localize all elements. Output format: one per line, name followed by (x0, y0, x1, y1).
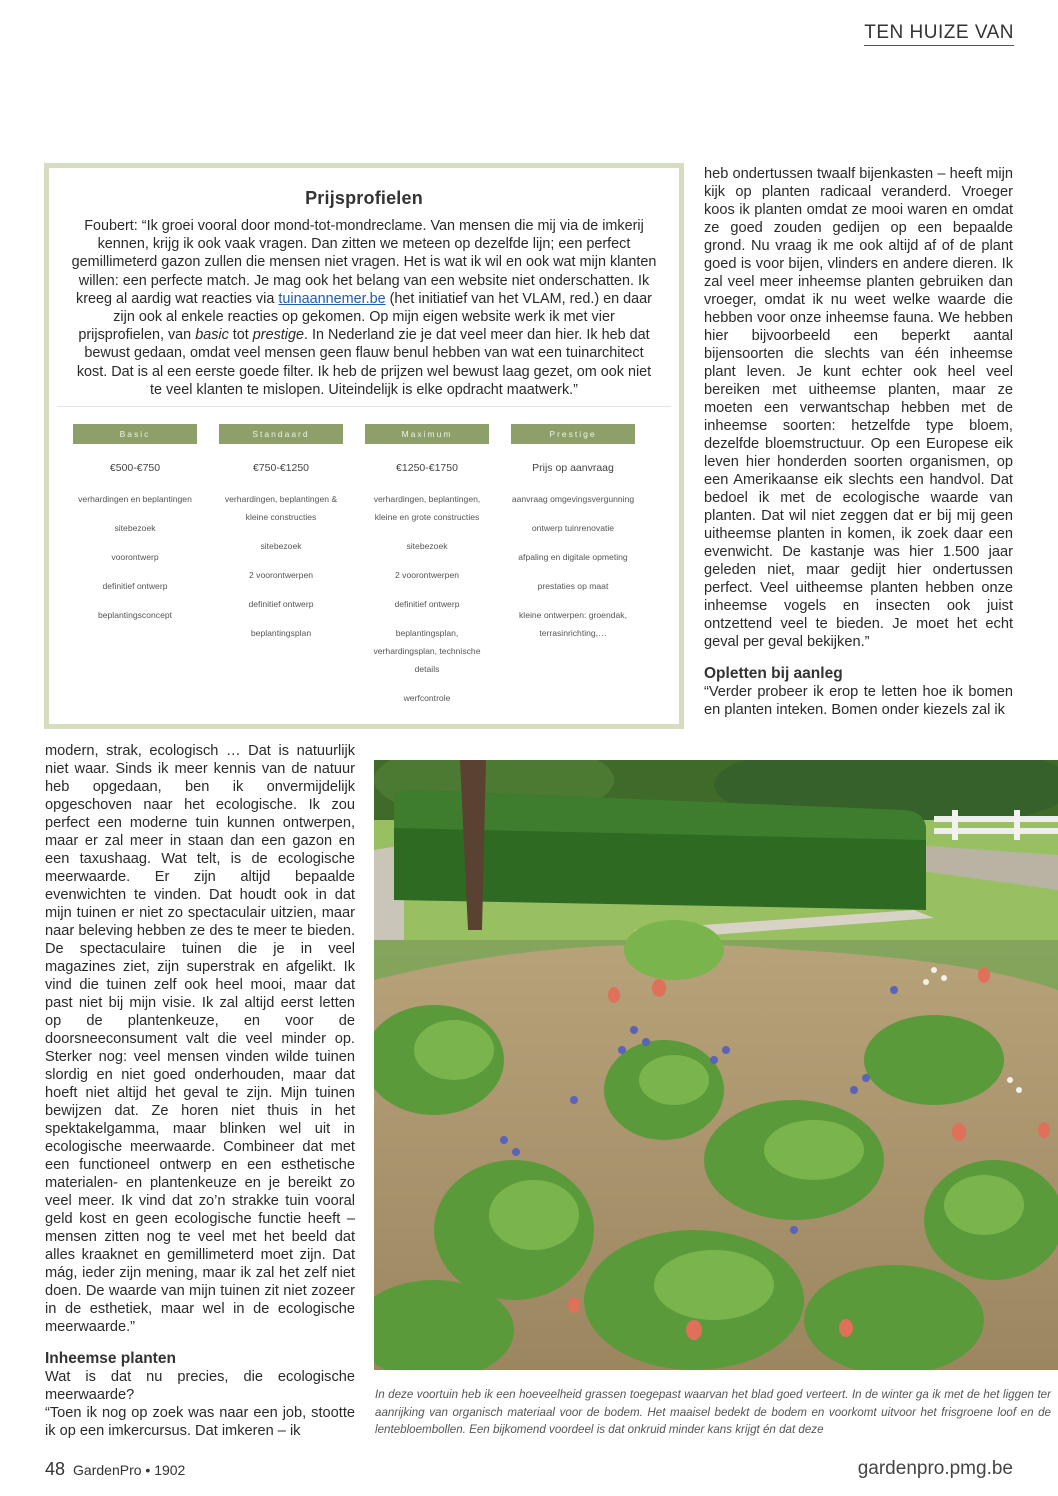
plan-price: €750-€1250 (252, 462, 310, 474)
page-number: 48 (45, 1459, 66, 1479)
price-box-intro (69, 217, 659, 399)
intro-text-4: . In Nederland zie je dat veel meer dan hier. Ik heb dat bewust gedaan, omdat veel mensen geen flauw benul hebben van wat een tuinarchitect kost. Dat is al een eerste goede filter. Ik heb de prijzen wel bewust laag gezet, om ook niet te veel klanten te mislopen. Uiteindelijk is elke opdracht maatwerk.” (76, 327, 652, 398)
subheading: Inheemse planten (45, 1350, 176, 1367)
plan-feature: voorontwerp (111, 552, 159, 562)
plan-feature: sitebezoek (114, 523, 156, 533)
plan-feature: beplantingsplan (250, 628, 312, 638)
photo-caption: In deze voortuin heb ik een hoeveelheid grassen toegepast waarvan het blad goed verteert. In de winter ga ik met de het liggen ter aanrijking van organisch materiaal voor de bodem. Het maaisel bedekt de bodem en voorkomt uitvoor het frisgroene loof en de lentebloembollen. Een bijkomend voordeel is dat onkruid minder kans krijgt én dat deze (375, 1388, 1051, 1436)
plan-price: €1250-€1750 (396, 462, 458, 474)
intro-text-2: (het initiatief van het VLAM, red.) en daar zijn ook al enkele reacties op gekomen. Op mijn eigen website werk ik met vier prijsprofielen, van (78, 290, 652, 344)
plan-feature: 2 voorontwerpen (248, 570, 314, 580)
plan-feature: definitief ontwerp (394, 599, 460, 609)
plan-feature: verhardingen en beplantingen (78, 494, 192, 504)
plan-feature: prestaties op maat (537, 581, 609, 591)
left-text-column (45, 742, 355, 1440)
plan-feature: 2 voorontwerpen (394, 570, 460, 580)
plan-feature: werfcontrole (403, 693, 451, 703)
plan-basic (73, 424, 197, 635)
magazine-issue: GardenPro • 1902 (73, 1462, 186, 1478)
body-paragraph: “Toen ik nog op zoek was naar een job, stootte ik op een imkercursus. Dat imkeren – ik (45, 1405, 355, 1439)
body-paragraph: Wat is dat nu precies, die ecologische meerwaarde? (45, 1369, 355, 1403)
intro-text-1: Foubert: “Ik groei vooral door mond-tot-mondreclame. Van mensen die mij via de imkerij kennen, krijg ik ook vaak vragen. Dan zitten we meteen op dezelfde lijn; een perfect gemillimeterd gazon zullen die mensen niet vragen. Het is wat ik wil en ook wat mijn klanten willen: een perfecte match. Je mag ook het belang van een website niet onderschatten. Ik kreeg al aardig wat reacties via (71, 218, 657, 307)
tuinaannemer-link[interactable]: tuinaannemer.be (278, 290, 386, 307)
footer-left (45, 1459, 185, 1480)
plan-standaard (219, 424, 343, 653)
plan-feature: beplantingsplan, verhardingsplan, technische details (373, 628, 481, 674)
plan-price: €500-€750 (109, 462, 161, 474)
garden-photo (374, 760, 1058, 1370)
price-box-title: Prijsprofielen (305, 188, 423, 208)
plan-header: Prestige (511, 424, 635, 444)
section-label: TEN HUIZE VAN (864, 22, 1014, 46)
intro-em-prestige: prestige (252, 327, 304, 344)
plan-feature-list (365, 490, 489, 707)
plan-feature: beplantingsconcept (97, 610, 173, 620)
intro-text-3: tot (228, 327, 253, 344)
plan-feature: ontwerp tuinrenovatie (531, 523, 615, 533)
right-text-column (704, 165, 1013, 719)
plan-feature: verhardingen, beplantingen & kleine constructies (224, 494, 338, 522)
plan-feature-list (219, 490, 343, 642)
plan-feature: definitief ontwerp (102, 581, 168, 591)
plan-feature: verhardingen, beplantingen, kleine en grote constructies (373, 494, 481, 522)
plan-maximum (365, 424, 489, 718)
plan-feature: sitebezoek (260, 541, 302, 551)
intro-em-basic: basic (195, 327, 229, 344)
plan-header: Maximum (365, 424, 489, 444)
footer-url[interactable]: gardenpro.pmg.be (857, 1458, 1013, 1479)
plan-feature: afpaling en digitale opmeting (518, 552, 628, 562)
price-profiles-box (44, 163, 684, 729)
price-box-divider (57, 406, 671, 407)
body-paragraph: modern, strak, ecologisch … Dat is natuurlijk niet waar. Sinds ik meer kennis van de natuur heb opgedaan, ben ik onvermijdelijk opgeschoven naar het ecologische. Ik zou perfect een moderne tuin kunnen ontwerpen, maar er zal meer in staan dan een gazon en een taxushaag. Wat telt, is de ecologische meerwaarde. Er zijn altijd bepaalde evenwichten te vinden. Dat houdt ook in dat mijn tuinen er niet zo spectaculair uitzien, maar naar beleving hebben ze des te meer te bieden. De spectaculaire tuinen die je in veel magazines ziet, zijn superstrak en afgelikt. Ik vind die tuinen zelf ook heel mooi, maar dat past niet bij mijn visie. Ik zal altijd eerst letten op de plantenkeuze, en voor de doorsneeconsument valt die veel minder op. Sterker nog: veel mensen vinden wilde tuinen slordig en niet goed onderhouden, maar dat hoeft niet altijd het geval te zijn. Mijn tuinen bewijzen dat. Ze horen niet thuis in het spektakelgamma, maar blinken wel uit in ecologische meerwaarde. Combineer dat met een functioneel ontwerp en een esthetische materialen- en plantenkeuze en je bereikt zo veel meer. Ik vind dat zo’n strakke tuin vooral geld kost en geen ecologische functie heeft – mensen zitten nog te veel met het beeld dat alles kraaknet en gemillimeterd moet zijn. Dat mág, ieder zijn mening, maar ik zal het zelf niet doen. De waarde van mijn tuinen zit niet zozeer in de esthetiek, maar wel in de ecologische meerwaarde.” (45, 743, 355, 1335)
plan-feature: kleine ontwerpen: groendak, terrasinrichting,… (519, 610, 627, 638)
plan-header: Basic (73, 424, 197, 444)
body-paragraph: “Verder probeer ik erop te letten hoe ik bomen en planten inteken. Bomen onder kiezels zal ik (704, 684, 1013, 718)
plan-feature-list (73, 490, 197, 624)
plan-price: Prijs op aanvraag (532, 462, 614, 474)
plan-feature: definitief ontwerp (248, 599, 314, 609)
plan-feature: aanvraag omgevingsvergunning (511, 494, 635, 504)
body-paragraph: heb ondertussen twaalf bijenkasten – heeft mijn kijk op planten radicaal veranderd. Vroeger koos ik planten omdat ze mooi waren en omdat ze goed zouden gedijen op een bepaalde grond. Nu vraag ik me ook altijd af of de plant goed is voor bijen, vlinders en andere dieren. Ik zal veel meer inheemse planten gebruiken dan vroeger, omdat ik nu weet welke waarde die hebben voor onze inheemse fauna. We hebben hier bijvoorbeeld een beperkt aantal bijensoorten die slechts van één inheemse plant leven. Je kunt echter ook heel veel bereiken met uitheemse planten, maar ze moeten een verwantschap hebben met de inheemse soorten: hetzelfde type bloem, dezelfde bloemstructuur. Op een Europese eik leven hier honderden soorten organismen, op een Amerikaanse eik slechts een handvol. Dat bedoel ik met de ecologische waarde van planten. Dat wil niet zeggen dat er bij mij geen uitheemse planten in komen, ik zoek daar een evenwicht. De kastanje was hier 1.500 jaar geleden niet, maar gedijt hier ondertussen perfect. Veel uitheemse planten hebben onze inheemse vogels en insecten ook juist ontzettend veel te bieden. Je moet het echt geval per geval bekijken.” (704, 166, 1013, 650)
plan-prestige (511, 424, 635, 653)
plan-feature-list (511, 490, 635, 642)
price-plans (73, 424, 653, 714)
plan-feature: sitebezoek (406, 541, 448, 551)
subheading: Opletten bij aanleg (704, 665, 843, 682)
plan-header: Standaard (219, 424, 343, 444)
